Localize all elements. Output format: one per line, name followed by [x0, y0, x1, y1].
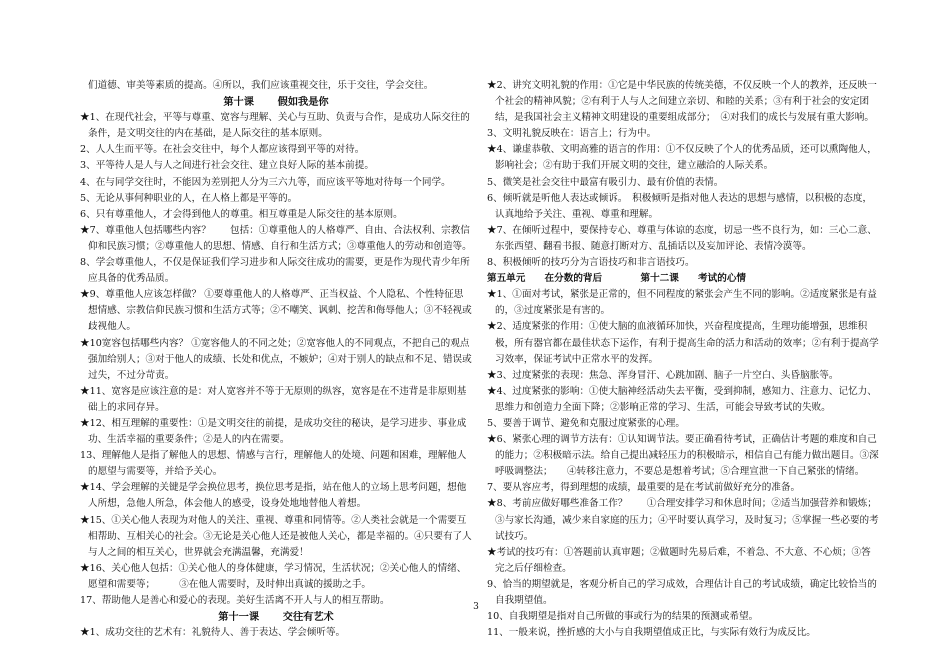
paragraph: 11、一般来说，挫折感的大小与自我期望值成正比，与实际有效行为成反比。: [487, 627, 816, 639]
paragraph: 10、自我期望是指对自己所做的事或行为的结果的预测或希望。: [487, 611, 759, 623]
paragraph: ★3、过度紧张的表现：焦急、浑身冒汗、心跳加剧、脑子一片空白、头昏脑胀等。: [487, 369, 839, 381]
paragraph: ★10宽容包括哪些内容？ ①宽容他人的不同之处；②宽容他人的不同观点，不把自己的观点强加给别人；③对于他人的成绩、长处和优点，不嫉妒；④对于别人的缺点和不足、错误或过失，不过分苛责。: [80, 337, 472, 381]
paragraph: ★考试的技巧有：①答题前认真审题；②做题时先易后难，不着急、不大意、不心烦；③答完之后仔细检查。: [487, 546, 871, 574]
paragraph: 17、帮助他人是善心和爱心的表现。美好生活离不开人与人的相互帮助。: [80, 595, 390, 606]
paragraph: 6、倾听就是听他人表达或倾诉。 积极倾听是指对他人表达的思想与感情，以积极的态度，认真地给予关注、重视、尊重和理解。: [487, 192, 873, 220]
paragraph: ★1、在现代社会，平等与尊重、宽容与理解、关心与互助、负责与合作，是成功人际交往的条件，是文明交往的内在基础，是人际交往的基本原则。: [80, 112, 470, 140]
paragraph: 5、要善于调节、避免和克服过度紧张的心理。: [487, 417, 685, 429]
unit-heading: 第五单元 在分数的背后 第十二课 考试的心情: [487, 273, 747, 285]
paragraph: 4、在与同学交往时，不能因为差别把人分为三六九等，而应该平等地对待每一个同学。: [80, 176, 451, 188]
paragraph: ★7、尊重他人包括哪些内容？ 包括：①尊重他人的人格尊严、自由、合法权利、宗教信仰和民族习惯；②尊重他人的思想、情感、自行和生活方式；③尊重他人的劳动和创造等。: [80, 224, 472, 252]
paragraph: ★2、适度紧张的作用：①使大脑的血液循环加快，兴奋程度提高，生理功能增强，思维积极，所有器官都在最佳状态下运作，有利于提高生命的活力和活动的效率；②有利于提高学习效率，保证考试中正常水平的发挥。: [487, 321, 879, 365]
paragraph: 7、要从容应考，得到理想的成绩，最重要的是在考试前做好充分的准备。: [487, 482, 801, 494]
paragraph: ★1、成功交往的艺术有：礼貌待人、善于表达、学会倾听等。: [80, 627, 346, 639]
paragraph: 2、人人生而平等。在社会交往中，每个人都应该得到平等的对待。: [80, 144, 365, 156]
paragraph: 5、微笑是社会交往中最富有吸引力、最有价值的表情。: [487, 176, 724, 188]
paragraph: 5、无论从事何种职业的人，在人格上都是平等的。: [80, 192, 298, 204]
paragraph: 3、文明礼貌反映在：语言上；行为中。: [487, 128, 657, 140]
paragraph: ★11、宽容是应该注意的是：对人宽容并不等于无原则的纵容，宽容是在不违背是非原则基础上的求同存异。: [80, 385, 467, 413]
right-column: [487, 78, 879, 641]
paragraph: 9、恰当的期望就是，客观分析自己的学习成效，合理估计自己的考试成绩，确定比较恰当的自我期望值。: [487, 578, 877, 606]
paragraph: ★8、考前应做好哪些准备工作？ ①合理安排学习和休息时间；②适当加强营养和锻炼；③与家长沟通，减少来自家庭的压力；④平时要认真学习，及时复习；⑤掌握一些必要的考试技巧。: [487, 498, 879, 542]
paragraph: ★15、①关心他人表现为对他人的关注、重视、尊重和同情等。②人类社会就是一个需要互相帮助、互相关心的社会。③无论是关心他人还是被他人关心，都是幸福的。④只要有了人与人之间的相互关心，世界就会充满温馨，充满爱！: [80, 514, 472, 558]
paragraph: 8、积极倾听的技巧分为言语技巧和非言语技巧。: [487, 257, 695, 269]
paragraph: ★14、学会理解的关键是学会换位思考，换位思考是指，站在他人的立场上思考问题，想他人所想，急他人所急，体会他人的感受，设身处地地替他人着想。: [80, 482, 467, 510]
paragraph: 们道德、审美等素质的提高。④所以，我们应该重视交往，乐于交往，学会交往。: [88, 80, 434, 91]
paragraph: ★4、谦虚恭敬、文明高雅的语言的作用：①不仅反映了个人的优秀品质，还可以熏陶他人，影响社会；②有助于我们开展文明的交往，建立融洽的人际关系。: [487, 144, 877, 172]
paragraph: ★4、过度紧张的影响：①使大脑神经活动失去平衡，受到抑制，感知力、注意力、记忆力、思维力和创造力全面下降；②影响正常的学习、生活，可能会导致考试的失败。: [487, 385, 877, 413]
paragraph: ★2、讲究文明礼貌的作用：①它是中华民族的传统美德，不仅反映一个人的教养，还反映一个社会的精神风貌；②有利于人与人之间建立亲切、和睦的关系；③有利于社会的安定团结，是我国社会主义精神文明建设的重要组成部分； ④对我们的成长与发展有重大影响。: [487, 80, 877, 124]
lesson-heading: 第十课 假如我是你: [223, 96, 329, 109]
paragraph: ★7、在倾听过程中，要保持专心、尊重与体谅的态度，切忌一些不良行为，如：三心二意、东张西望、翻看书报、随意打断对方、乱插话以及妄加评论、表情冷漠等。: [487, 224, 877, 252]
paragraph: ★16、关心他人包括：①关心他人的身体健康，学习情况，生活状况；②关心他人的情绪、愿望和需要等； ③在他人需要时，及时伸出真诚的援助之手。: [80, 562, 467, 590]
paragraph: ★9、尊重他人应该怎样做？ ①要尊重他人的人格尊严、正当权益、个人隐私、个性特征思想情感、宗教信仰民族习惯和生活方式等；②不嘲笑、讽刺、挖苦和侮辱他人；③不轻视或歧视他人。: [80, 289, 472, 333]
paragraph: ★6、紧张心理的调节方法有：①认知调节法。要正确看待考试，正确估计考题的难度和自己的能力；②积极暗示法。给自己提出减轻压力的积极暗示，相信自己有能力做出题目。③深呼吸调整法； ④转移注意力，不要总是想着考试；⑤合理宣泄一下自己紧张的情绪。: [487, 434, 879, 478]
lesson-heading: 第十一课 交往有艺术: [218, 611, 334, 624]
paragraph: ★1、①面对考试，紧张是正常的，但不同程度的紧张会产生不同的影响。②适度紧张是有益的，③过度紧张是有害的。: [487, 289, 877, 317]
left-column: [80, 78, 472, 641]
page-number: 3: [473, 602, 479, 612]
paragraph: ★12、相互理解的重要性：①是文明交往的前提，是成功交往的秘诀，是学习进步、事业成功、生活幸福的重要条件；②是人的内在需要。: [80, 417, 467, 446]
paragraph: 6、只有尊重他人，才会得到他人的尊重。相互尊重是人际交往的基本原则。: [80, 208, 403, 220]
paragraph: 3、平等待人是人与人之间进行社会交往、建立良好人际的基本前提。: [80, 160, 374, 172]
paragraph: 8、学会尊重他人，不仅是保证我们学习进步和人际交往成功的需要，更是作为现代青少年所应具备的优秀品质。: [80, 257, 470, 285]
paragraph: 13、理解他人是指了解他人的思想、情感与言行，理解他人的处境、问题和困难，理解他人的愿望与需要等，并给予关心。: [80, 450, 467, 478]
